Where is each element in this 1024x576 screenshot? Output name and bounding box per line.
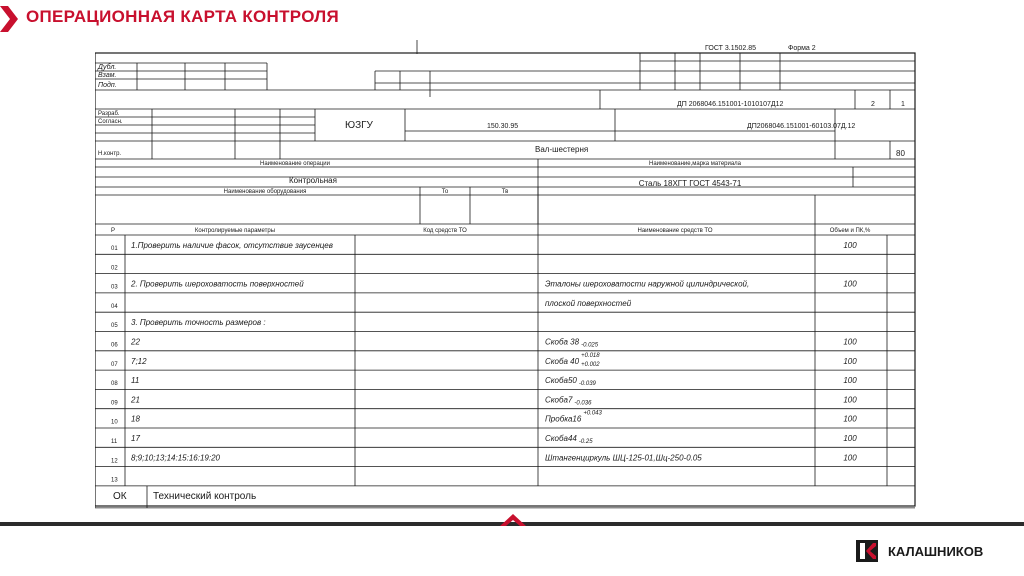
material-header: Наименование,марка материала [648,161,742,167]
row-means: плоской поверхностей [545,298,632,308]
row-volume: 100 [843,279,857,289]
row-number: 10 [111,419,118,426]
equipment-header: Наименование оборудования [223,189,307,195]
col-params-header: Контролируемые параметры [194,228,276,234]
part-code: ДП2068046.151001-60103.07Д.12 [747,123,856,130]
row-number: 11 [111,439,118,445]
sheet-number: 2 [871,101,875,108]
part-number: 80 [896,149,905,158]
row-number: 13 [111,477,118,484]
kalashnikov-logo-icon [856,540,878,562]
row-means: Скоба 38 [545,337,580,347]
row-parameter: 22 [131,337,140,347]
row-parameter: 21 [131,395,140,405]
dev-label-nkontr: Н.контр. [98,151,122,157]
row-number: 03 [111,284,118,291]
row-means-tolerance-lower: -0.025 [581,342,599,349]
row-volume: 100 [843,241,857,250]
title-chevron-icon [0,6,18,32]
organization: ЮЗГУ [345,120,373,131]
row-means: Штангенциркуль ШЦ-125-01,Шц-250-0.05 [545,453,702,463]
row-parameter: 7;12 [131,356,147,366]
row-means-tolerance-upper: +0.018 [581,352,600,359]
row-volume: 100 [843,337,857,347]
row-number: 06 [111,342,118,349]
card-code: 150.30.95 [487,123,519,130]
row-means-tolerance-lower: -0.036 [574,400,592,407]
col-r-header: Р [111,228,116,234]
control-card-form [95,35,925,510]
row-number: 08 [111,381,118,388]
row-volume: 100 [843,356,857,366]
row-means: Скоба44 [545,434,577,443]
row-volume: 100 [843,434,857,443]
col-means-header: Наименование средств ТО [637,228,713,234]
row-parameter: 8;9;10;13;14:15:16:19:20 [131,453,220,463]
row-number: 07 [111,361,118,368]
row-number: 04 [111,303,118,310]
form-standard: ГОСТ 3.1502.85 [705,45,757,52]
to-header: То [441,189,449,195]
part-name: Вал-шестерня [535,145,589,154]
doc-code: ДП 2068046.151001-1010107Д12 [677,101,784,108]
op-name-header: Наименование операции [260,161,330,167]
row-number: 09 [111,400,118,407]
row-means-tolerance-lower: -0.25 [578,439,593,445]
row-means: Эталоны шероховатости наружной цилиндрической, [545,279,750,289]
sheets-total: 1 [901,101,905,108]
row-volume: 100 [843,376,857,386]
col-code-header: Код средств ТО [423,228,467,234]
side-label-dubl: Дубл. [98,64,117,71]
row-parameter: 17 [131,434,140,443]
row-parameter: 18 [131,414,140,424]
brand-name: КАЛАШНИКОВ [888,544,984,559]
material-name: Сталь 18ХГТ ГОСТ 4543-71 [638,179,742,188]
row-number: 05 [111,323,118,330]
row-means: Скоба 40 [545,356,580,366]
row-means-tolerance-upper: +0.043 [583,410,602,417]
row-parameter: 3. Проверить точность размеров : [131,318,266,328]
row-means-tolerance-lower: +0.002 [581,361,600,368]
row-number: 01 [111,246,118,252]
row-number: 02 [111,265,118,272]
dev-label-razrab: Разраб. [98,111,120,117]
row-means: Скоба50 [545,376,577,386]
side-label-podp: Подп. [98,82,117,89]
row-volume: 100 [843,453,857,463]
col-volume-header: Объем и ПК,% [829,228,871,234]
ok-label: ОК [113,491,127,502]
row-means: Скоба7 [545,395,573,405]
row-means: Пробка16 [545,414,582,424]
row-parameter: 2. Проверить шероховатость поверхностей [131,279,304,289]
row-volume: 100 [843,414,857,424]
row-number: 12 [111,458,118,465]
page-title: ОПЕРАЦИОННАЯ КАРТА КОНТРОЛЯ [26,7,340,26]
row-parameter: 11 [131,376,140,386]
row-volume: 100 [843,395,857,405]
side-label-vzam: Взам. [98,72,117,79]
form-label: Форма 2 [788,45,816,52]
dev-label-soglas: Согласн. [98,119,123,125]
row-means-tolerance-lower: -0.039 [578,381,596,388]
operation-name: Контрольная [289,176,337,185]
ok-text: Технический контроль [153,491,257,502]
footer-chevron-icon [500,512,526,526]
row-parameter: 1.Проверить наличие фасок, отсутствие заусенцев [131,241,333,250]
tv-header: Тв [501,189,509,195]
